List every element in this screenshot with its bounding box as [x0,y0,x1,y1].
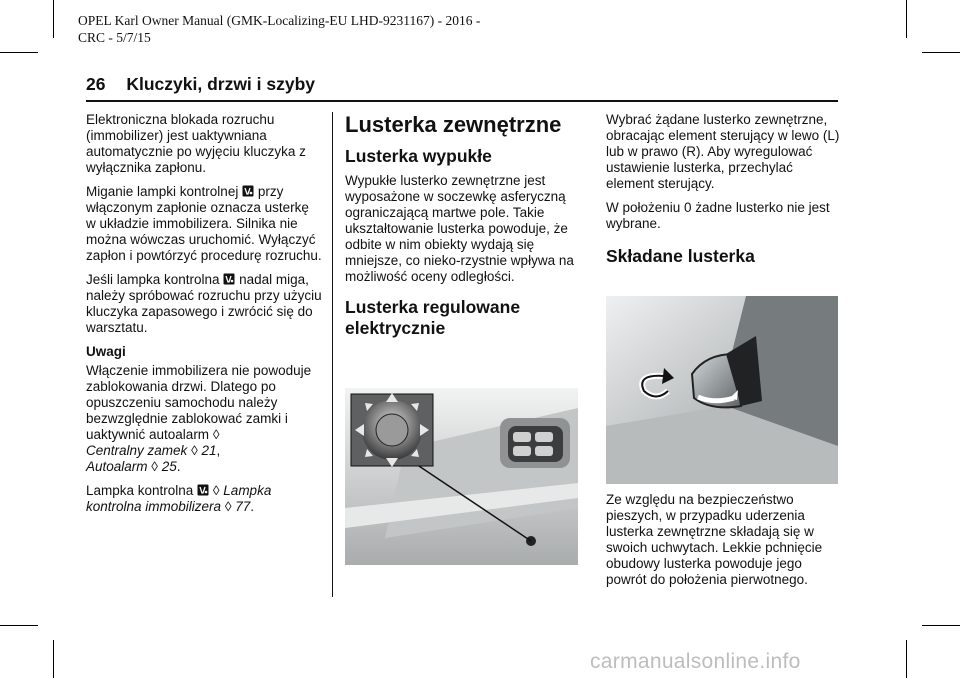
cross-reference-link[interactable]: Autoalarm [86,459,148,474]
column-right [606,112,842,273]
subsection-title: Lusterka regulowane elektrycznie [345,297,521,338]
crop-mark [906,640,907,678]
column-left [86,112,322,523]
paragraph: Wybrać żądane lusterko zewnętrzne, obracając element sterujący w lewo (L) lub w prawo (R). Aby wyregulować ustawienie lusterka, przechylać element sterujący. [606,112,840,191]
note-paragraph: Włączenie immobilizera nie powoduje zablokowania drzwi. Dlatego po opuszczeniu samochodu należy bezwzględnie zablokować zamki i uaktywnić autoalarm ◊ Centralny zamek ◊ 21, Autoalarm ◊ 25. [86,363,312,474]
crop-mark [922,52,960,53]
cross-reference-icon: ◊ [151,459,158,474]
page-number: 26 [86,74,106,94]
immobilizer-tell-tale-icon [242,185,254,197]
crop-mark [922,625,960,626]
cross-reference-icon: ◊ [191,443,198,458]
folding-mirror-illustration [606,296,838,484]
mirror-control-switch-photo [345,388,578,565]
column-divider [593,112,594,597]
crop-mark [0,625,38,626]
paragraph: W położeniu 0 żadne lusterko nie jest wybrane. [606,200,830,231]
subsection-title: Lusterka wypukłe [345,146,492,166]
text: Miganie lampki kontrolnej [86,184,239,199]
crop-mark [53,640,54,678]
crop-mark [53,0,54,38]
door-panel-illustration [345,388,578,565]
cross-reference-icon: ◊ [212,483,220,498]
column-right-bottom [606,492,842,596]
paragraph: Ze względu na bezpieczeństwo pieszych, w przypadku uderzenia lusterka zewnętrzne składają się w swoich uchwytach. Lekkie pchnięcie obudowy lusterka powoduje jego powrót do położenia pierwotnego. [606,492,823,587]
meta-line-2: CRC - 5/7/15 [78,30,151,45]
document-meta [78,12,538,46]
text: Lampka kontrolna [86,483,194,498]
note-title: Uwagi [86,344,126,359]
immobilizer-tell-tale-icon [197,484,209,496]
column-divider [332,112,333,597]
immobilizer-tell-tale-icon [223,273,235,285]
cross-reference-page[interactable]: 77 [235,499,251,514]
crop-mark [0,52,38,53]
cross-reference-link[interactable]: Lampka kontrolna immobilizera [86,483,272,514]
paragraph [86,272,322,336]
chapter-title: Kluczyki, drzwi i szyby [126,74,316,94]
text: Jeśli lampka kontrolna [86,272,220,287]
cross-reference-page[interactable]: 21 [201,443,217,458]
subsection-title: Składane lusterka [606,246,755,266]
page-heading [86,74,315,95]
paragraph [86,184,322,264]
paragraph: Lampka kontrolna ◊ Lampka kontrolna immobilizera ◊ 77. [86,483,272,514]
paragraph: Wypukłe lusterko zewnętrzne jest wyposażone w soczewkę asferyczną ograniczającą martwe pole. Takie ukształtowanie lusterka powoduje, że odbite w nim obiekty wydają się mniejsze, co nieko-rzystnie wpływa na możliwość oceny odległości. [345,173,574,284]
column-middle [345,112,581,345]
section-title: Lusterka zewnętrzne [345,112,562,137]
cross-reference-icon: ◊ [212,427,220,442]
crop-mark [906,0,907,38]
meta-line-1: OPEL Karl Owner Manual (GMK-Localizing-EU LHD-9231167) - 2016 - [78,13,481,28]
folding-mirror-photo [606,296,838,484]
cross-reference-icon: ◊ [224,499,232,514]
watermark: carmanualsonline.info [590,650,801,673]
cross-reference-link[interactable]: Centralny zamek [86,443,188,458]
text: przy włączonym zapłonie oznacza usterkę w układzie immobilizera. Silnika nie można wówczas uruchomić. Wyłączyć zapłon i powtórzyć procedurę rozruchu. [86,184,322,263]
text: Włączenie immobilizera nie powoduje zablokowania drzwi. Dlatego po opuszczeniu samochodu należy bezwzględnie zablokować zamki i uaktywnić autoalarm [86,363,312,442]
cross-reference-page[interactable]: 25 [161,459,177,474]
text: nadal miga, należy spróbować rozruchu przy użyciu kluczyka zapasowego i zwrócić się do warsztatu. [86,272,322,335]
paragraph: Elektroniczna blokada rozruchu (immobilizer) jest uaktywniana automatycznie po wyjęciu kluczyka z wyłącznika zapłonu. [86,112,306,175]
heading-rule [86,100,838,102]
